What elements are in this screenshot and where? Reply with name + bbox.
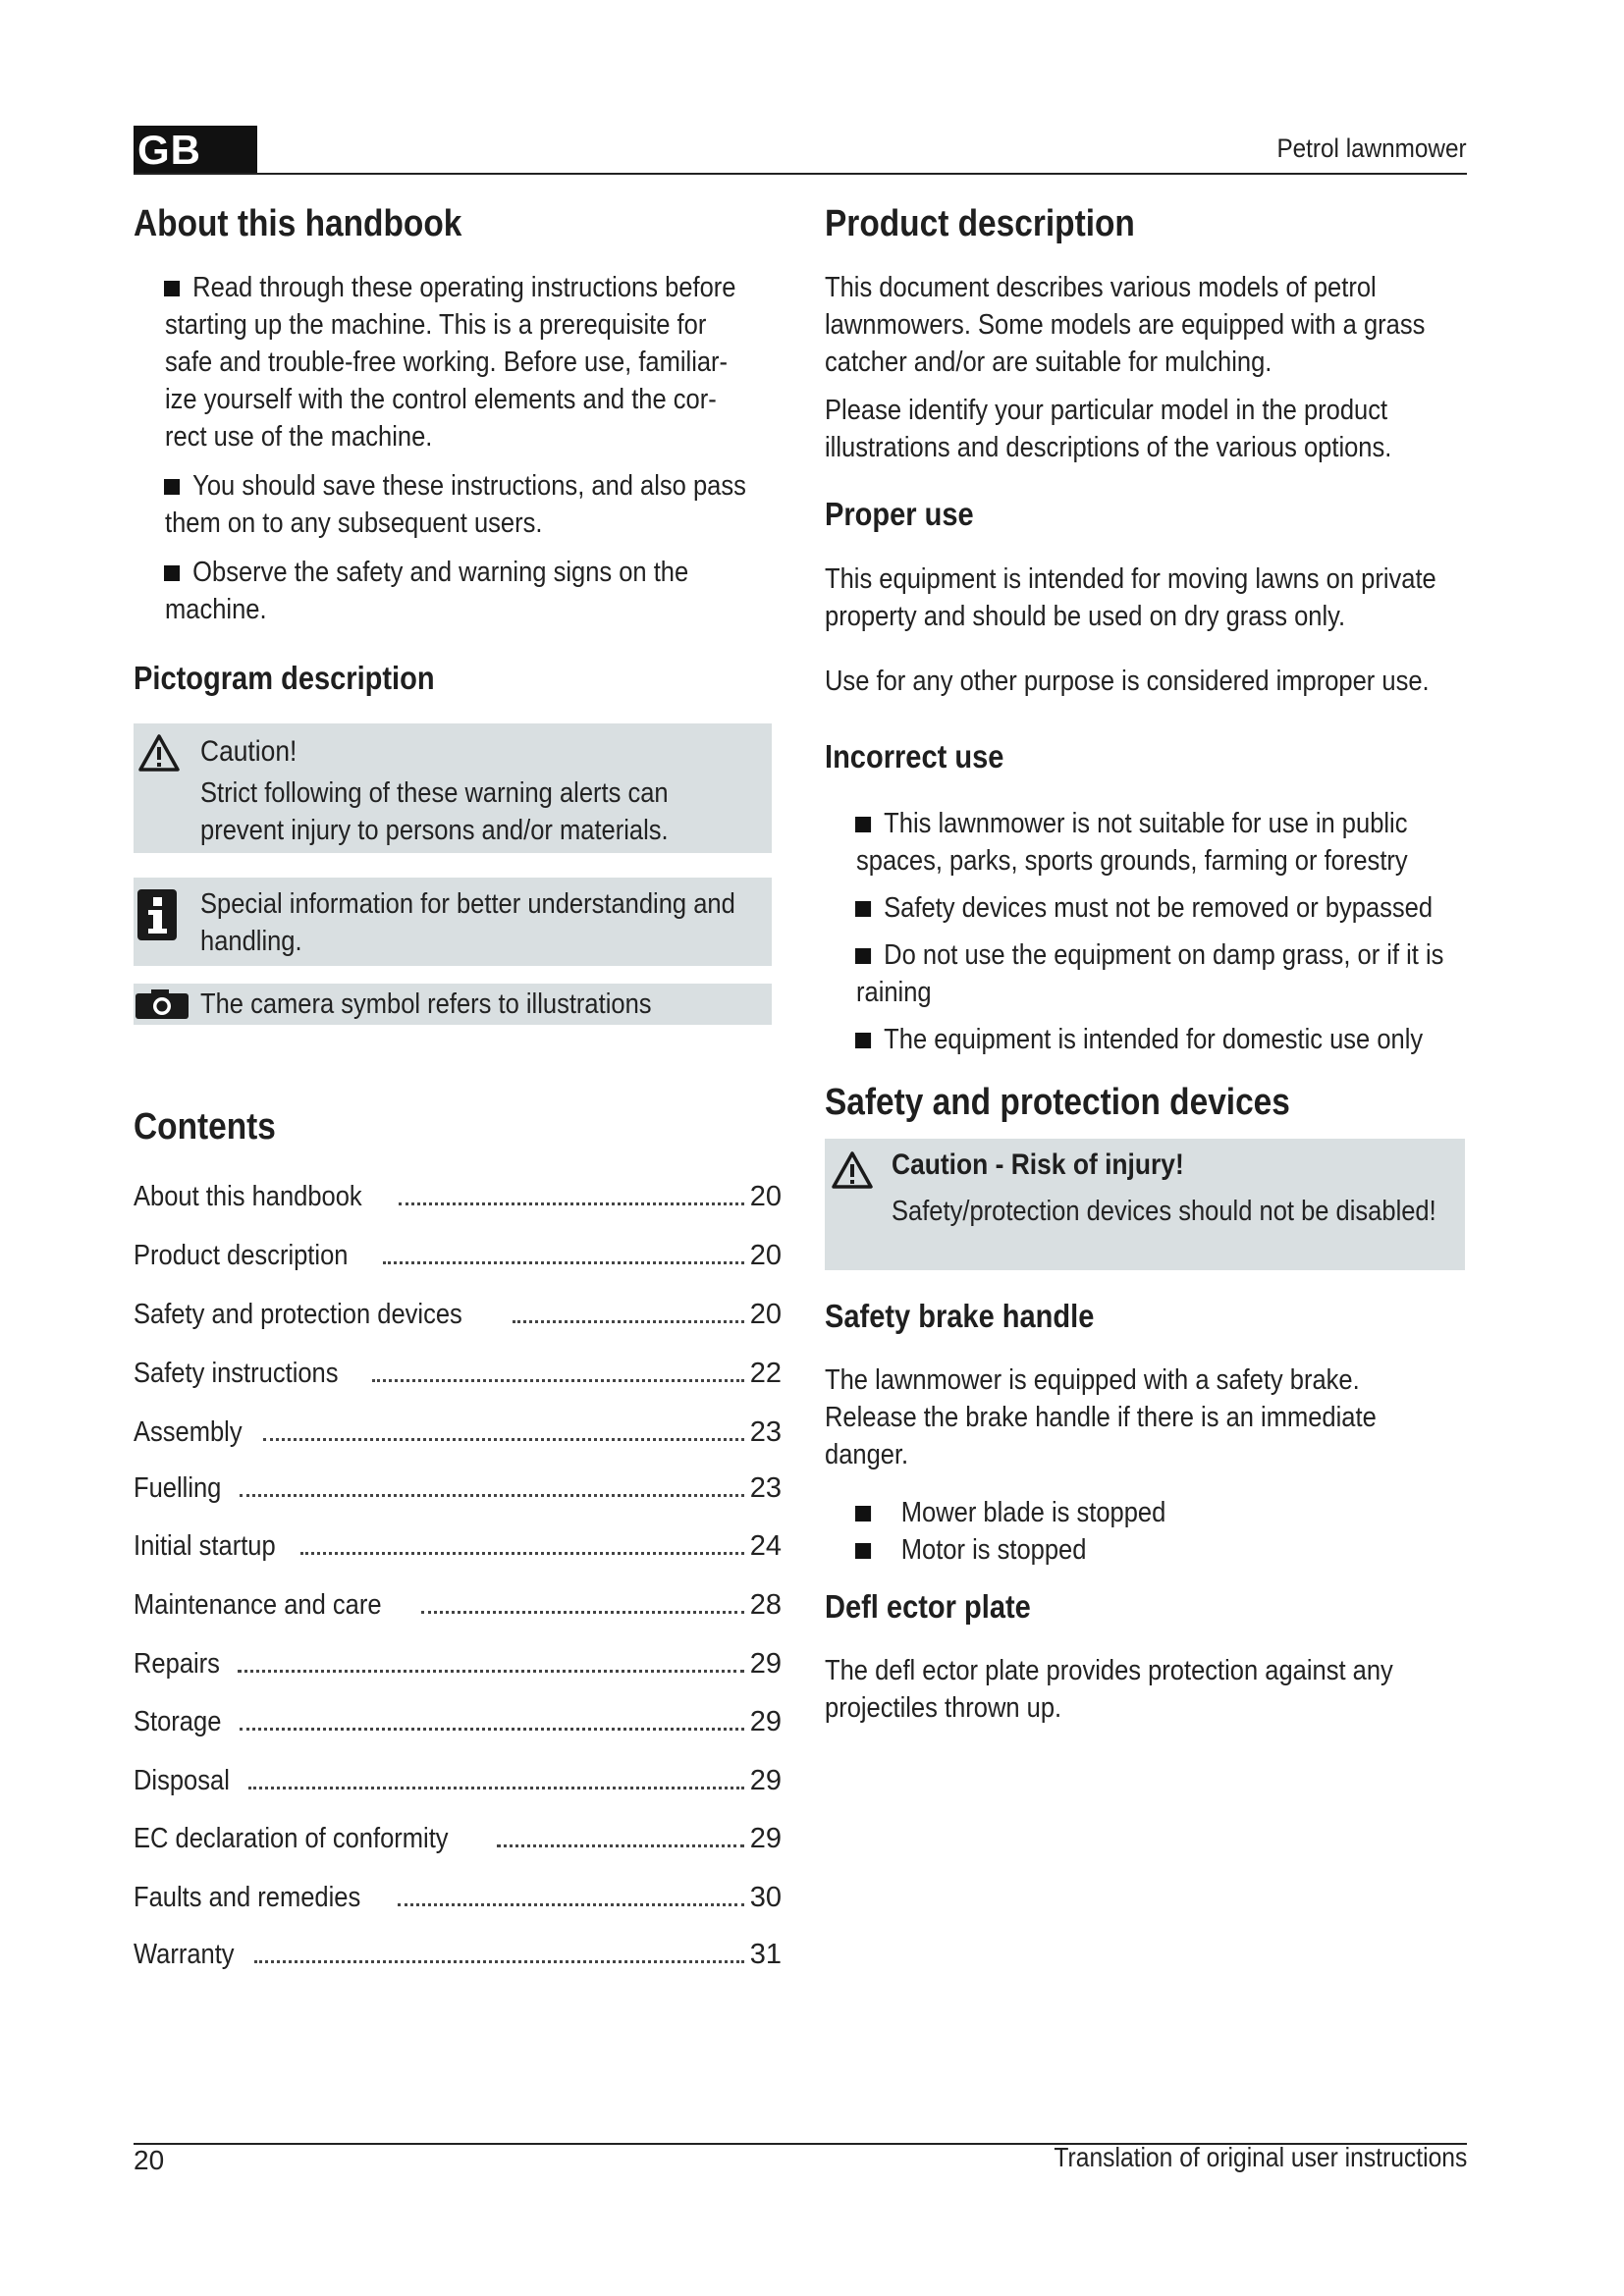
proper-use-para-1: This equipment is intended for moving lawns on private property and should be used on dry grass only. [825,563,1436,632]
toc-item[interactable]: Warranty 31 [134,1939,782,1970]
incorrect-use-bullet-1: This lawnmower is not suitable for use in public spaces, parks, sports grounds, farming or forestry [856,808,1408,877]
camera-icon [135,989,189,1019]
proper-use-heading: Proper use [825,496,974,532]
toc-item[interactable]: Maintenance and care 28 [134,1589,782,1621]
caution-text-line-1: Strict following of these warning alerts can [200,777,669,809]
about-bullets [165,269,744,628]
about-heading: About this handbook [134,203,462,244]
product-heading: Product description [825,203,1135,244]
safety-caution-title: Caution - Risk of injury! [892,1148,1184,1181]
document-title: Petrol lawnmower [1276,133,1467,163]
warning-triangle-icon [831,1150,874,1190]
bullet-square-icon [164,281,180,296]
toc-item[interactable]: Safety and protection devices 20 [134,1299,782,1330]
page-number: 20 [134,2145,165,2175]
toc-item[interactable]: Safety instructions 22 [134,1358,782,1389]
deflector-heading: Defl ector plate [825,1588,1031,1625]
safety-caution-text: Safety/protection devices should not be disabled! [892,1196,1436,1227]
incorrect-use-heading: Incorrect use [825,738,1004,774]
toc-item[interactable]: About this handbook 20 [134,1181,782,1212]
about-bullet-2: You should save these instructions, and also pass them on to any subsequent users. [165,470,746,539]
safety-devices-heading: Safety and protection devices [825,1082,1290,1123]
warning-triangle-icon [137,733,181,773]
proper-use-para-2: Use for any other purpose is considered improper use. [825,666,1430,697]
caution-text-line-2: prevent injury to persons and/or materials. [200,815,669,846]
toc-item[interactable]: Storage 29 [134,1706,782,1737]
header-rule [134,173,1467,175]
bullet-square-icon [164,479,180,495]
incorrect-use-bullet-2: Safety devices must not be removed or bypassed [856,889,1443,927]
toc-item[interactable]: EC declaration of conformity 29 [134,1823,782,1854]
info-box [134,878,772,966]
bullet-square-icon [855,901,871,917]
deflector-para: The defl ector plate provides protection against any projectiles thrown up. [825,1655,1393,1724]
brake-bullet-1: Mower blade is stopped [856,1494,1443,1531]
pictogram-heading: Pictogram description [134,660,435,696]
toc-item[interactable]: Assembly 23 [134,1416,782,1448]
camera-text: The camera symbol refers to illustrations [200,988,652,1020]
info-text-line-1: Special information for better understanding and [200,888,735,920]
brake-heading: Safety brake handle [825,1298,1095,1334]
brake-bullets [856,1494,1465,1569]
incorrect-use-bullet-4: The equipment is intended for domestic use only [856,1021,1443,1058]
brake-para: The lawnmower is equipped with a safety brake. Release the brake handle if there is an immediate danger. [825,1364,1377,1470]
bullet-square-icon [855,1506,871,1522]
bullet-square-icon [855,1543,871,1559]
language-tag: GB [134,126,257,175]
product-para-1: This document describes various models of petrol lawnmowers. Some models are equipped with a grass catcher and/or are suitable for mulching. [825,272,1426,378]
contents-heading: Contents [134,1106,276,1148]
camera-box [134,984,772,1025]
info-text-line-2: handling. [200,926,302,957]
incorrect-use-bullet-3: Do not use the equipment on damp grass, or if it is raining [856,939,1444,1008]
product-para-2: Please identify your particular model in the product illustrations and descriptions of the various options. [825,395,1392,463]
toc-item[interactable]: Product description 20 [134,1240,782,1271]
bullet-square-icon [164,565,180,581]
toc-item[interactable]: Initial startup 24 [134,1530,782,1562]
bullet-square-icon [855,1033,871,1048]
caution-box [134,723,772,853]
toc-item[interactable]: Repairs 29 [134,1648,782,1680]
footer-note: Translation of original user instructions [1054,2142,1467,2172]
safety-caution-box [825,1139,1465,1270]
bullet-square-icon [855,948,871,964]
about-bullet-1: Read through these operating instructions before starting up the machine. This is a prerequisite for safe and trouble-free working. Before use, familiar-ize yourself with the control elements and the cor-rect use of the machine. [165,272,736,453]
toc-item[interactable]: Fuelling 23 [134,1472,782,1504]
toc-item[interactable]: Faults and remedies 30 [134,1882,782,1913]
about-bullet-3: Observe the safety and warning signs on the machine. [165,557,689,625]
caution-title: Caution! [200,735,298,768]
brake-bullet-2: Motor is stopped [856,1531,1443,1569]
bullet-square-icon [855,817,871,832]
incorrect-use-bullets [856,805,1465,1058]
toc-item[interactable]: Disposal 29 [134,1765,782,1796]
info-icon [137,889,177,940]
